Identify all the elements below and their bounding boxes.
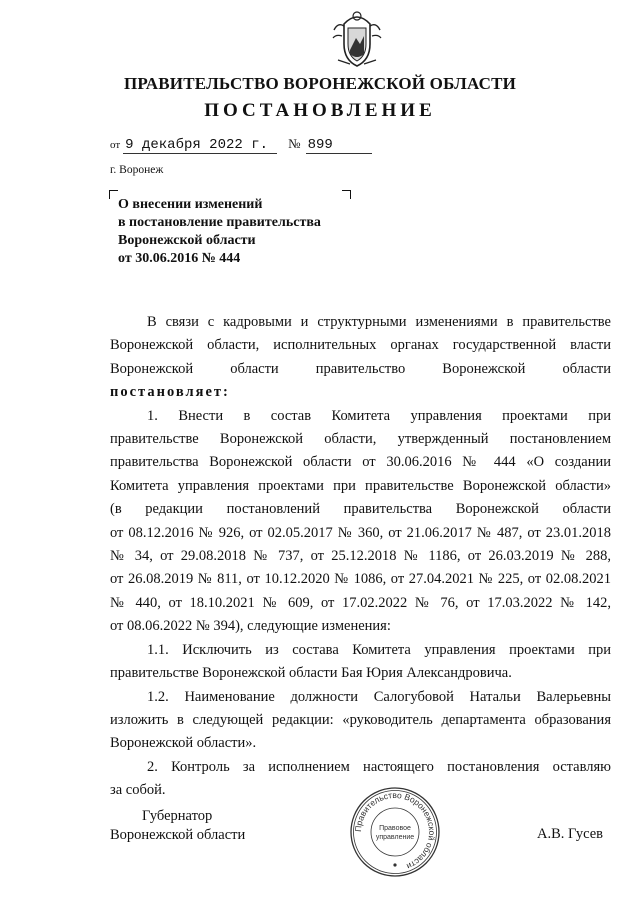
decree-subject <box>118 196 321 268</box>
legal-department-stamp <box>349 786 441 878</box>
subject-line: в постановление правительства <box>118 215 321 230</box>
decree-word: постановляет: <box>110 384 230 401</box>
item1-line: от 08.06.2022 № 394), следующие изменения: <box>110 618 391 635</box>
item1-line: № 34, от 29.08.2018 № 737, от 25.12.2018 № 1186, от 26.03.2019 № 288, <box>110 548 611 565</box>
signatory-name: А.В. Гусев <box>537 826 603 842</box>
city-label: г. Воронеж <box>110 164 164 176</box>
stamp-center-line: Правовое <box>379 825 411 832</box>
item1-2-line: 1.2. Наименование должности Салогубовой Натальи Валерьевны <box>147 688 611 705</box>
item1-line: правительства Воронежской области от 30.06.2016 № 444 «О создании <box>110 454 611 471</box>
document-type-title: ПОСТАНОВЛЕНИЕ <box>204 100 436 121</box>
preamble-line: В связи с кадровыми и структурными изменениями в правительстве <box>147 314 611 330</box>
signatory-title <box>110 807 245 845</box>
item1-1-line: правительстве Воронежской области Бая Юрия Александровича. <box>110 665 512 682</box>
subject-line: Воронежской области <box>118 233 256 248</box>
signatory-title-line: Воронежской области <box>110 827 246 843</box>
item2-line: за собой. <box>110 782 166 799</box>
item1-line: Комитета управления проектами при правительстве Воронежской области» <box>110 477 611 494</box>
item1-line: правительстве Воронежской области, утвержденный постановлением <box>110 431 611 448</box>
coat-of-arms-icon <box>330 8 384 68</box>
subject-bracket-right <box>342 190 351 199</box>
stamp-ring-text: Правительство Воронежской области <box>352 789 438 872</box>
number-sign: № <box>288 136 301 151</box>
preamble-line: Воронежской области, исполнительных органах государственной власти <box>110 337 611 354</box>
item2-line: 2. Контроль за исполнением настоящего постановления оставляю <box>147 758 611 775</box>
stamp-center-line: управление <box>375 834 415 841</box>
subject-bracket-left <box>109 190 118 199</box>
item1-line: (в редакции постановлений правительства Воронежской области <box>110 501 611 518</box>
preamble-line: Воронежской области правительство Воронежской области <box>110 360 611 377</box>
item1-line: 1. Внести в состав Комитета управления проектами при <box>147 407 611 424</box>
date-from-label: от <box>110 139 121 151</box>
decree-body <box>110 311 611 803</box>
item1-2-line: изложить в следующей редакции: «руководитель департамента образования <box>110 711 611 728</box>
item1-line: от 26.08.2019 № 811, от 10.12.2020 № 1086, от 27.04.2021 № 225, от 02.08.2021 <box>110 571 611 588</box>
decree-number: 899 <box>306 137 372 154</box>
item1-line: № 440, от 18.10.2021 № 609, от 17.02.2022 № 76, от 17.03.2022 № 142, <box>110 594 611 611</box>
organization-title: ПРАВИТЕЛЬСТВО ВОРОНЕЖСКОЙ ОБЛАСТИ <box>123 74 517 93</box>
decree-date: 9 декабря 2022 г. <box>123 137 277 154</box>
signatory-title-line: Губернатор <box>142 808 213 824</box>
subject-line: О внесении изменений <box>118 197 263 212</box>
item1-2-line: Воронежской области». <box>110 735 257 752</box>
subject-line: от 30.06.2016 № 444 <box>118 251 241 266</box>
date-number-line <box>110 136 372 154</box>
item1-line: от 08.12.2016 № 926, от 02.05.2017 № 360, от 21.06.2017 № 487, от 23.01.2018 <box>110 524 611 541</box>
item1-1-line: 1.1. Исключить из состава Комитета управления проектами при <box>147 641 611 658</box>
